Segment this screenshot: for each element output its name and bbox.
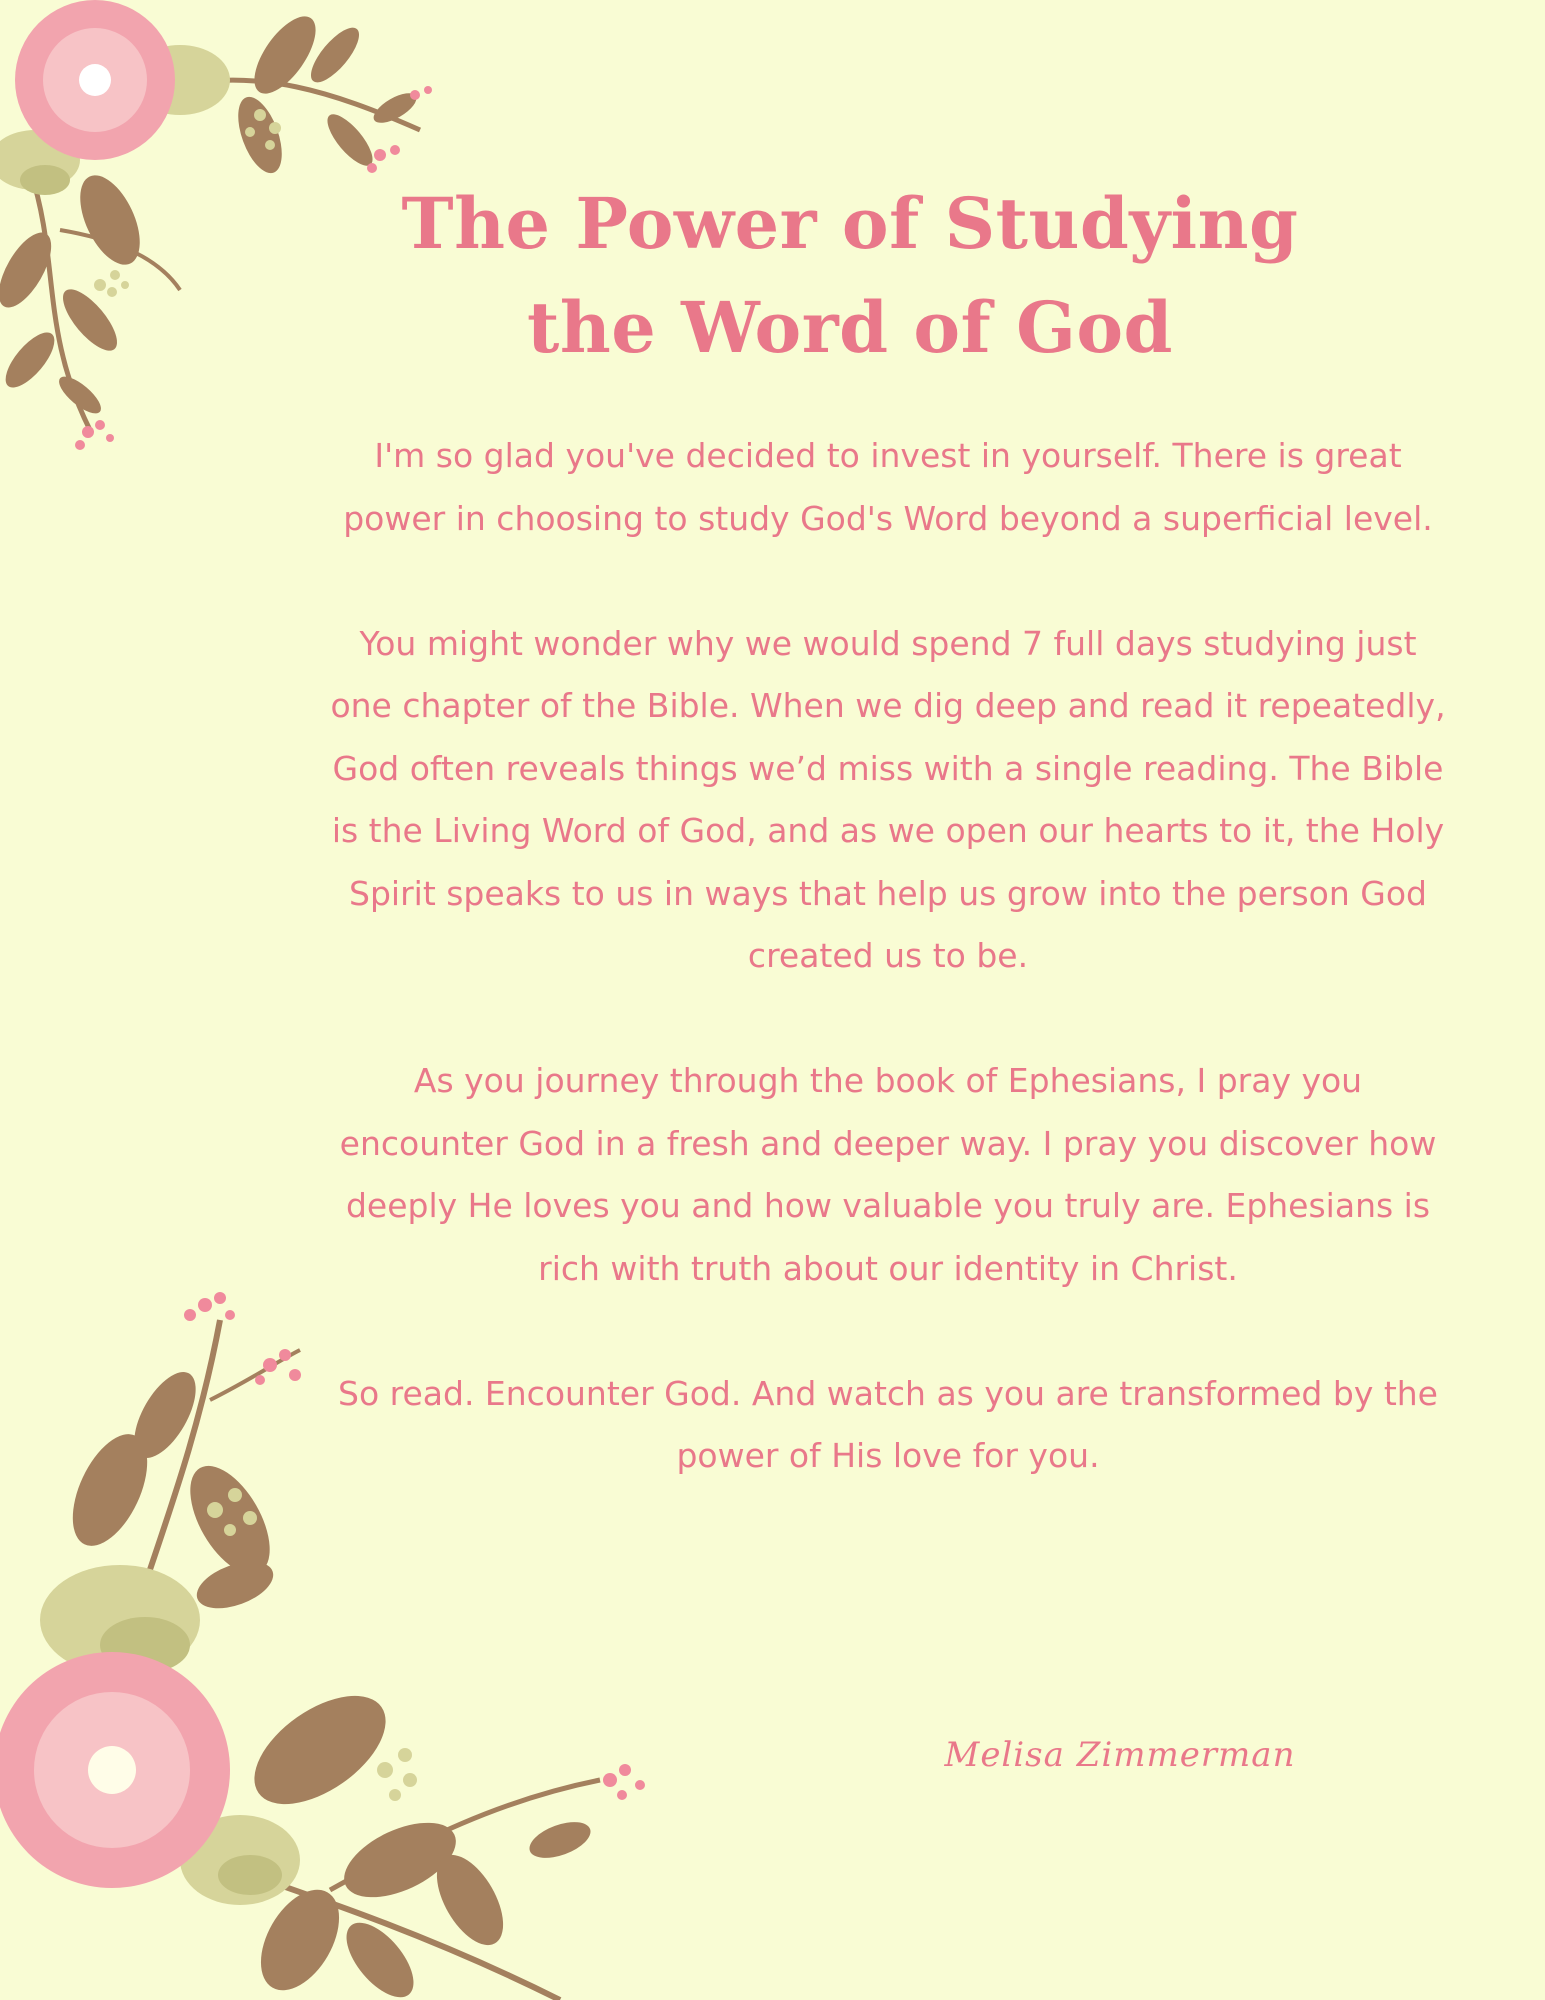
paragraph-closing: So read. Encounter God. And watch as you are transformed by the power of His love for you. — [338, 1373, 1438, 1475]
letter-body — [328, 425, 1448, 1488]
title-line-2: the Word of God — [526, 286, 1173, 369]
title-line-1: The Power of Studying — [401, 182, 1299, 265]
page-title — [300, 172, 1400, 380]
signature: Melisa Zimmerman — [944, 1735, 1296, 1775]
paragraph-ephesians: As you journey through the book of Ephesians, I pray you encounter God in a fresh and deeper way. I pray you discover how deeply He loves you and how valuable you truly are. Ephesians is rich with truth about our identity in Christ. — [339, 1061, 1437, 1288]
paragraph-why-study: You might wonder why we would spend 7 full days studying just one chapter of the Bible. When we dig deep and read it repeatedly, God often reveals things we’d miss with a single reading. The Bible is the Living Word of God, and as we open our hearts to it, the Holy Spirit speaks to us in ways that help us grow into the person God created us to be. — [330, 623, 1446, 975]
paragraph-intro: I'm so glad you've decided to invest in yourself. There is great power in choosing to study God's Word beyond a superficial level. — [343, 436, 1433, 538]
